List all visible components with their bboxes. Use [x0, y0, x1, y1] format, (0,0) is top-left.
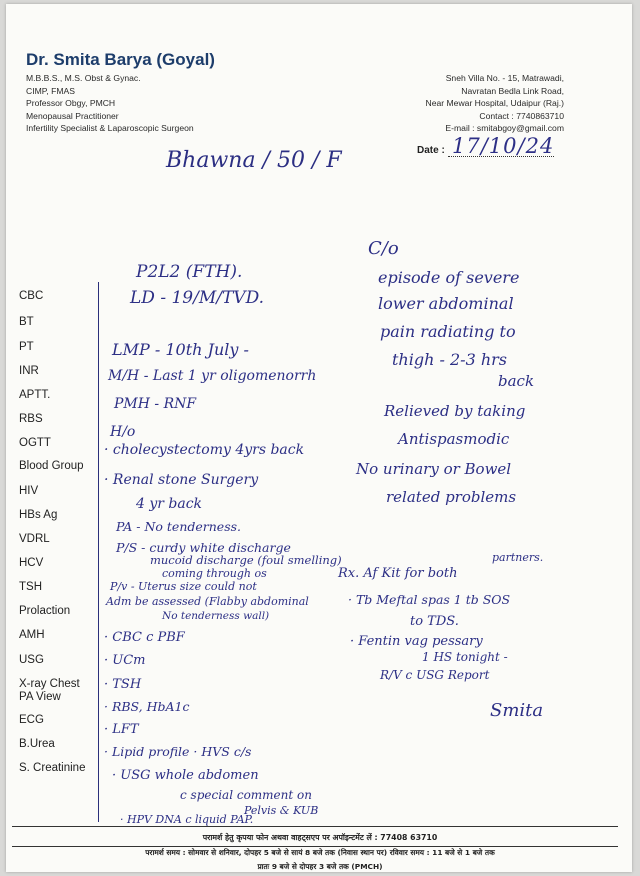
pv-exam-cont-2: No tenderness wall) [162, 610, 270, 622]
investigation-hpv: · HPV DNA c liquid PAP. [120, 813, 254, 826]
test-item: VDRL [19, 533, 50, 545]
surgical-history-1: · cholecystectomy 4yrs back [104, 442, 305, 458]
clinic-address [426, 72, 565, 135]
pv-exam-cont: Adm be assessed (Flabby abdominal [106, 595, 309, 608]
complaint-line: lower abdominal [378, 294, 514, 313]
credential-line: Professor Obgy, PMCH [26, 98, 116, 109]
complaint-line: Antispasmodic [398, 430, 510, 448]
investigation-usg-cont: c special comment on [180, 788, 312, 802]
contact-line: Contact : 7740863710 [479, 110, 564, 121]
address-line: Navratan Bedla Link Road, [461, 85, 564, 96]
test-item: USG [19, 654, 44, 666]
doctor-signature: Smita [490, 700, 544, 721]
investigation-rbs: · RBS, HbA1c [104, 699, 190, 714]
lmp-note: LMP - 10th July - [112, 340, 249, 359]
ps-exam-cont: mucoid discharge (foul smelling) [150, 553, 342, 567]
complaint-line: pain radiating to [380, 322, 516, 341]
last-delivery: LD - 19/M/TVD. [130, 288, 265, 308]
test-item: HBs Ag [19, 509, 58, 521]
surgical-history-2-time: 4 yr back [136, 496, 203, 512]
rx-line: · Tb Meftal spas 1 tb SOS [348, 592, 511, 607]
complaint-line: No urinary or Bowel [356, 460, 512, 478]
patient-details: Bhawna / 50 / F [166, 148, 342, 173]
rx-line: partners. [492, 551, 544, 564]
pv-exam: P/v - Uterus size could not [110, 580, 257, 593]
test-item: INR [19, 365, 39, 377]
test-item: X-ray Chest [19, 678, 80, 690]
footer-rule [12, 826, 618, 827]
complaint-line: thigh - 2-3 hrs [392, 350, 507, 369]
history-heading: H/o [110, 424, 136, 440]
credential-line: Infertility Specialist & Laparoscopic Surgeon [26, 123, 194, 134]
test-item: PT [19, 341, 34, 353]
test-item: RBS [19, 413, 43, 425]
margin-rule [98, 282, 99, 822]
complaint-line: back [498, 372, 535, 390]
investigation-tsh: · TSH [104, 677, 142, 692]
complaint-line: episode of severe [378, 268, 520, 287]
ps-exam: P/S - curdy white discharge [116, 540, 291, 555]
complaints-heading: C/o [368, 238, 399, 259]
test-item: HIV [19, 485, 39, 497]
investigation-usg: · USG whole abdomen [112, 768, 259, 783]
footer-timings: परामर्श समय : सोमवार से शनिवार, दोपहर 5 बजे से सायं 8 बजे तक (निवास स्थान पर) रविवार समय : 11 बजे से 1 बजे तक [145, 848, 495, 857]
test-item: Blood Group [19, 460, 84, 472]
footer-timings-pmch: प्रातः 9 बजे से दोपहर 3 बजे तक (PMCH) [257, 862, 383, 871]
date-label: Date : [417, 145, 445, 156]
doctor-credentials [26, 72, 194, 135]
investigation-usg-cont-2: Pelvis & KUB [244, 804, 319, 817]
surgical-history-2: · Renal stone Surgery [104, 472, 259, 488]
investigation-cbc: · CBC c PBF [104, 630, 185, 645]
rx-line: to TDS. [410, 614, 459, 629]
test-item: Prolaction [19, 605, 71, 617]
credential-line: M.B.B.S., M.S. Obst & Gynac. [26, 73, 141, 83]
footer-rule [12, 846, 618, 847]
rx-line: Rx. Af Kit for both [338, 566, 458, 581]
complaint-line: related problems [386, 488, 517, 506]
test-item: CBC [19, 290, 44, 302]
credential-line: Menopausal Practitioner [26, 110, 119, 121]
rx-line: R/V c USG Report [380, 668, 490, 682]
menstrual-history: M/H - Last 1 yr oligomenorrh [108, 368, 317, 384]
test-item: PA View [19, 691, 61, 703]
test-item: S. Creatinine [19, 762, 86, 774]
email-line: E-mail : smitabgoy@gmail.com [445, 123, 564, 134]
test-item: AMH [19, 629, 45, 641]
address-line: Sneh Villa No. - 15, Matrawadi, [445, 73, 564, 83]
credential-line: CIMP, FMAS [26, 85, 76, 96]
ps-exam-cont-2: coming through os [162, 567, 267, 580]
footer-appointment: परामर्श हेतु कृपया फोन अथवा वाहट्सएप पर अपॉइन्टमेंट लें : 77408 63710 [202, 833, 438, 842]
test-item: B.Urea [19, 738, 55, 750]
test-item: APTT. [19, 389, 51, 401]
pa-exam: PA - No tenderness. [116, 519, 241, 534]
doctor-name: Dr. Smita Barya (Goyal) [26, 50, 215, 69]
rx-line: 1 HS tonight - [422, 650, 508, 664]
rx-line: · Fentin vag pessary [350, 634, 483, 649]
test-item: ECG [19, 714, 44, 726]
investigation-ucm: · UCm [104, 653, 146, 668]
obstetric-history: P2L2 (FTH). [136, 262, 243, 282]
test-item: OGTT [19, 437, 51, 449]
investigation-lipid: · Lipid profile · HVS c/s [104, 744, 252, 759]
address-line: Near Mewar Hospital, Udaipur (Raj.) [425, 98, 564, 109]
investigation-lft: · LFT [104, 722, 139, 737]
test-item: TSH [19, 581, 42, 593]
complaint-line: Relieved by taking [384, 402, 526, 420]
test-item: HCV [19, 557, 44, 569]
test-item: BT [19, 316, 34, 328]
past-medical-history: PMH - RNF [114, 396, 197, 412]
date-value: 17/10/24 [452, 134, 555, 158]
